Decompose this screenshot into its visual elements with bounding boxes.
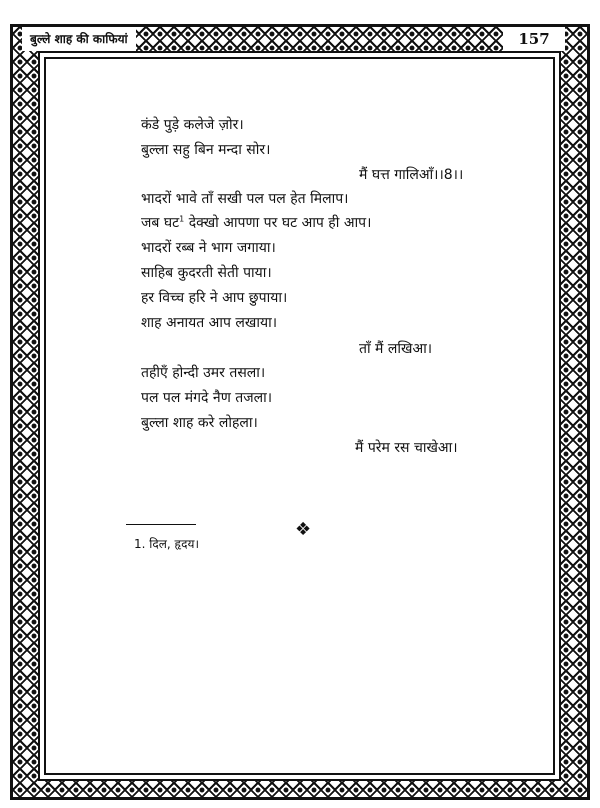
verse-line — [141, 213, 371, 233]
verse-line: भादरों रब्ब ने भाग जगाया। — [141, 240, 276, 256]
verse-line: पल पल मंगदे नैण तजला। — [141, 390, 273, 406]
verse-line: हर विच्च हरि ने आप छुपाया। — [141, 290, 288, 306]
text-panel — [44, 57, 555, 775]
page-number: 157 — [503, 27, 565, 51]
refrain-line: ताँ मैं लखिआ। — [359, 341, 433, 357]
verse-text: देक्खो आपणा पर घट आप ही आप। — [188, 215, 372, 231]
running-header: बुल्ले शाह की काफियां — [22, 27, 136, 51]
verse-line: कंडे पुड़े कलेजे ज़ोर। — [141, 117, 244, 133]
verse-line: बुल्ला शाह करे लोहला। — [141, 415, 258, 431]
verse-line: तहीएँ होन्दी उमर तसला। — [141, 365, 266, 381]
verse-line: भादरों भावे ताँ सखी पल पल हेत मिलाप। — [141, 191, 349, 207]
footnote: 1. दिल, हृदय। — [134, 537, 199, 551]
verse-line: बुल्ला सहु बिन मन्दा सोर। — [141, 142, 271, 158]
verse-line: साहिब कुदरती सेती पाया। — [141, 265, 272, 281]
footnote-rule — [126, 524, 196, 525]
footnote-reference: 1 — [179, 214, 185, 224]
refrain-line: मैं घत्त गालिआँ।।8।। — [359, 167, 464, 183]
refrain-line: मैं परेम रस चाखेआ। — [355, 440, 458, 456]
verse-line: शाह अनायत आप लखाया। — [141, 315, 278, 331]
ornament-divider: ❖ — [295, 519, 312, 540]
verse-text: जब घट — [141, 215, 180, 231]
